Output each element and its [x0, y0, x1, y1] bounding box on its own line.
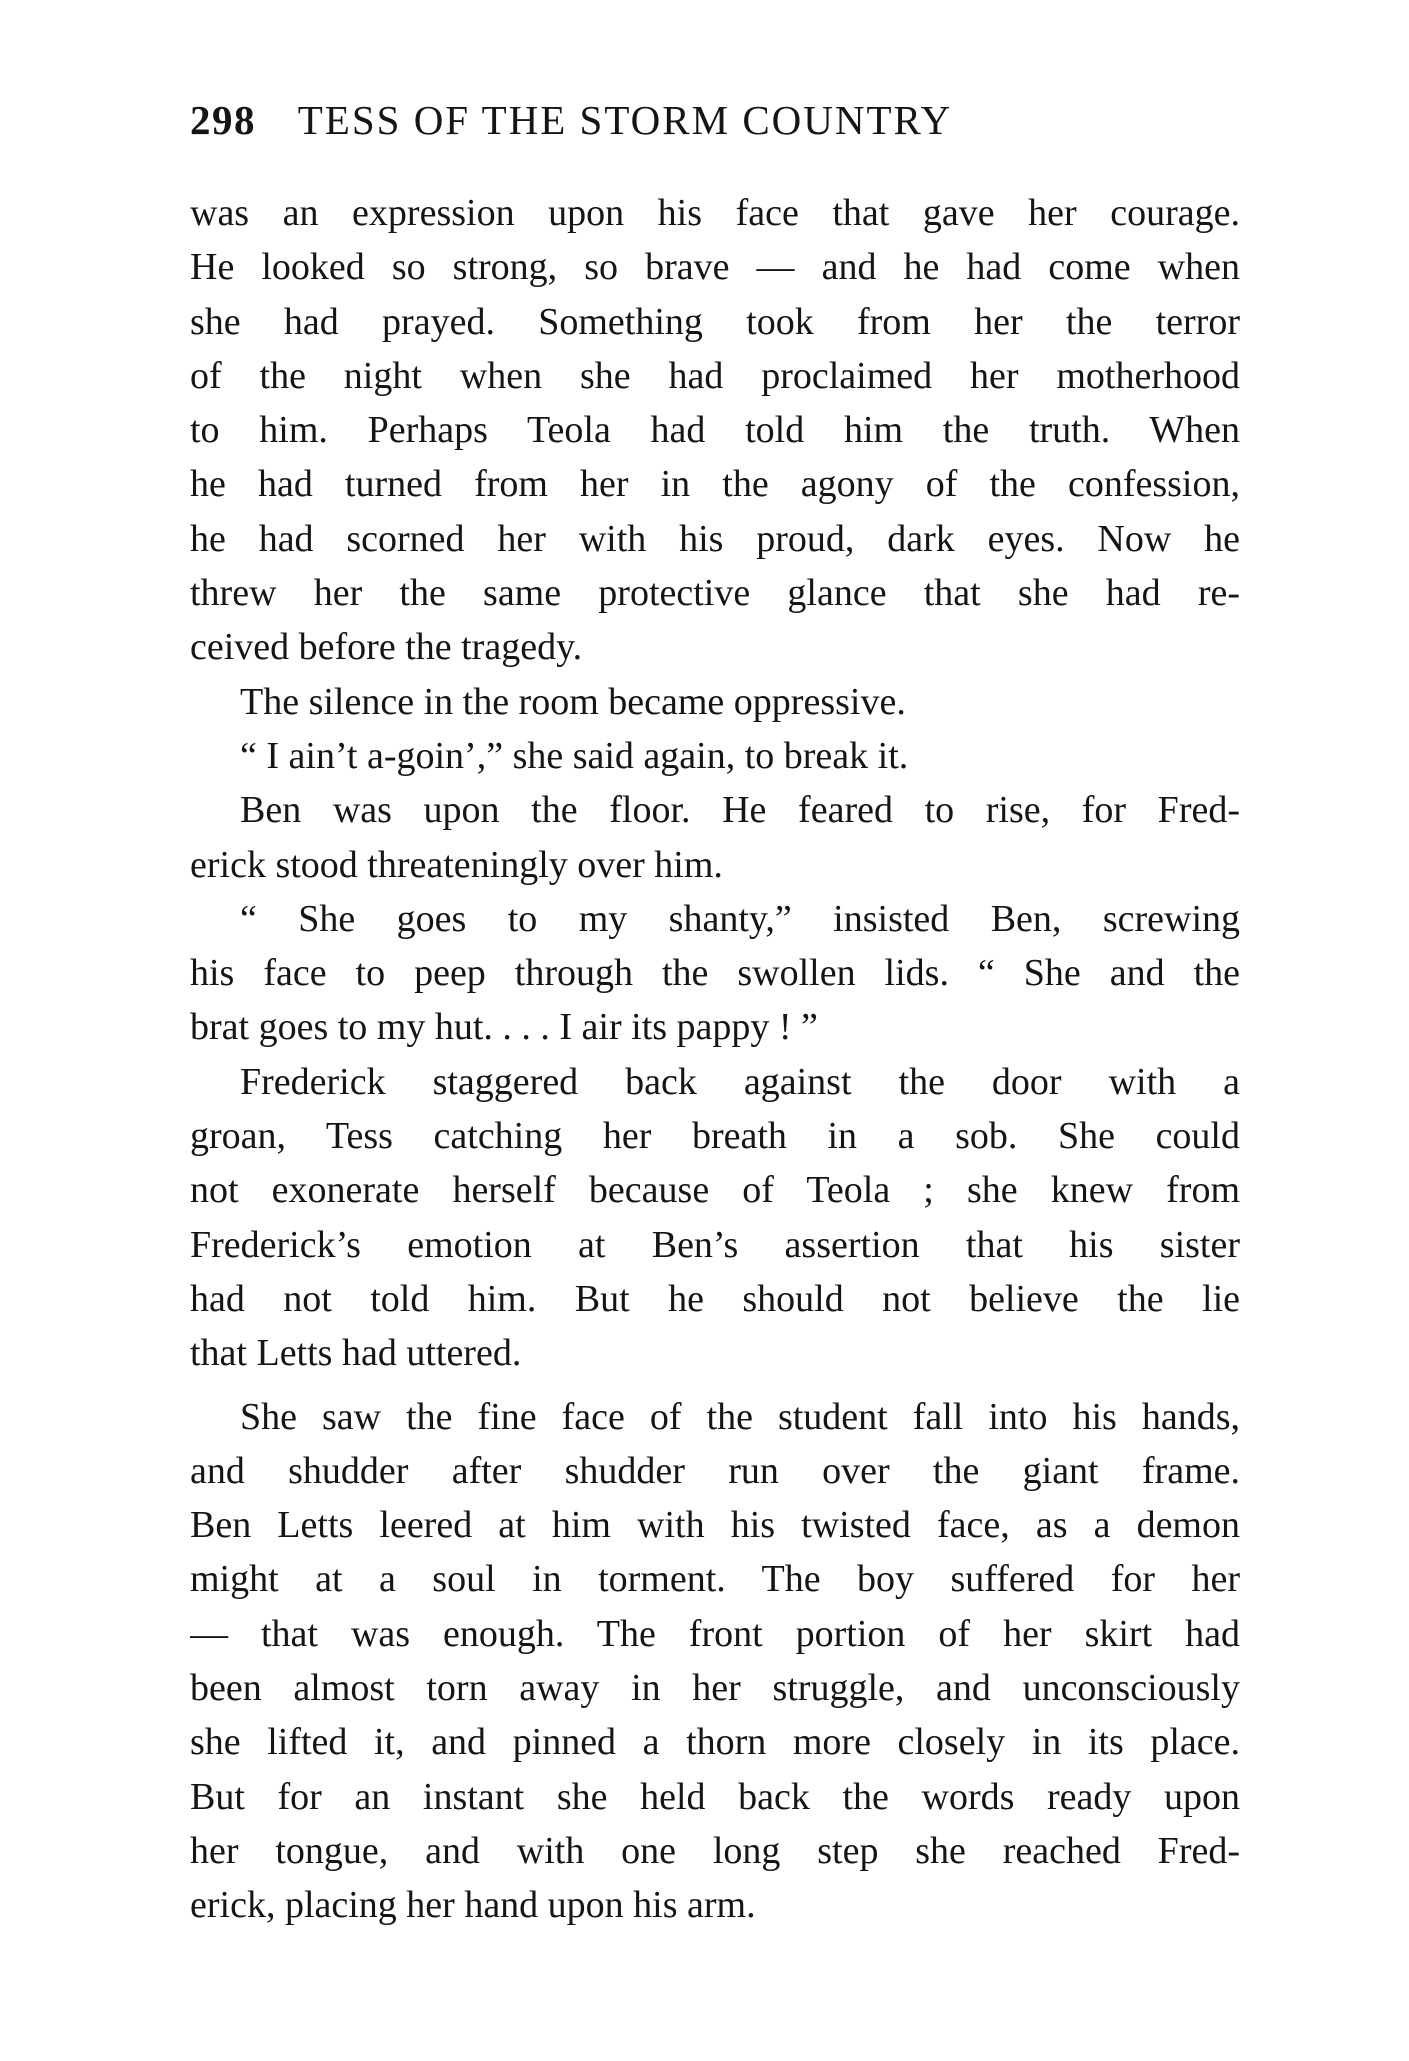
- text-line: he had turned from her in the agony of the confession,: [190, 463, 1240, 506]
- text-line: of the night when she had proclaimed her motherhood: [190, 354, 1240, 397]
- text-line: he had scorned her with his proud, dark eyes. Now he: [190, 517, 1240, 560]
- paragraph: [190, 892, 1240, 1055]
- text-line: might at a soul in torment. The boy suffered for her: [190, 1558, 1240, 1601]
- text-line: and shudder after shudder run over the giant frame.: [190, 1449, 1240, 1492]
- paragraph: [190, 783, 1240, 892]
- text-line: his face to peep through the swollen lids. “ She and the: [190, 952, 1240, 995]
- text-line: Ben Letts leered at him with his twisted face, as a demon: [190, 1504, 1240, 1547]
- paragraph: [190, 1390, 1240, 1933]
- text-line: been almost torn away in her struggle, and unconsciously: [190, 1667, 1240, 1710]
- text-line: groan, Tess catching her breath in a sob. She could: [190, 1115, 1240, 1158]
- text-line: she had prayed. Something took from her the terror: [190, 300, 1240, 343]
- running-title: TESS OF THE STORM COUNTRY: [297, 97, 953, 143]
- paragraph: [190, 729, 1240, 783]
- text-line: “ She goes to my shanty,” insisted Ben, screwing: [240, 897, 1240, 940]
- text-line: to him. Perhaps Teola had told him the truth. When: [190, 409, 1240, 452]
- text-line: — that was enough. The front portion of her skirt had: [190, 1612, 1240, 1655]
- text-line: that Letts had uttered.: [190, 1332, 522, 1375]
- text-line: She saw the fine face of the student fall into his hands,: [240, 1395, 1240, 1438]
- text-line: had not told him. But he should not believe the lie: [190, 1277, 1240, 1320]
- text-line: ceived before the tragedy.: [190, 626, 583, 669]
- paragraph: [190, 675, 1240, 729]
- paragraph: [190, 186, 1240, 675]
- text-line: He looked so strong, so brave — and he had come when: [190, 246, 1240, 289]
- text-line: she lifted it, and pinned a thorn more closely in its place.: [190, 1721, 1240, 1764]
- text-line: “ I ain’t a-goin’,” she said again, to break it.: [240, 734, 909, 777]
- body-text: [190, 186, 1240, 1933]
- text-line: Ben was upon the floor. He feared to rise, for Fred-: [240, 789, 1240, 832]
- text-line: erick stood threateningly over him.: [190, 843, 723, 886]
- text-line: threw her the same protective glance that she had re-: [190, 572, 1240, 615]
- text-line: But for an instant she held back the words ready upon: [190, 1775, 1240, 1818]
- paragraph-gap: [190, 1381, 1240, 1390]
- text-line: brat goes to my hut. . . . I air its pappy ! ”: [190, 1006, 818, 1049]
- text-line: her tongue, and with one long step she reached Fred-: [190, 1829, 1240, 1872]
- text-line: Frederick’s emotion at Ben’s assertion that his sister: [190, 1223, 1240, 1266]
- text-line: was an expression upon his face that gave her courage.: [190, 192, 1240, 234]
- text-line: erick, placing her hand upon his arm.: [190, 1884, 756, 1927]
- text-line: not exonerate herself because of Teola ; she knew from: [190, 1169, 1240, 1212]
- page-header: [190, 92, 952, 148]
- page-number: 298: [190, 97, 256, 143]
- text-line: Frederick staggered back against the door with a: [240, 1060, 1240, 1103]
- text-line: The silence in the room became oppressive.: [240, 680, 906, 723]
- paragraph: [190, 1055, 1240, 1381]
